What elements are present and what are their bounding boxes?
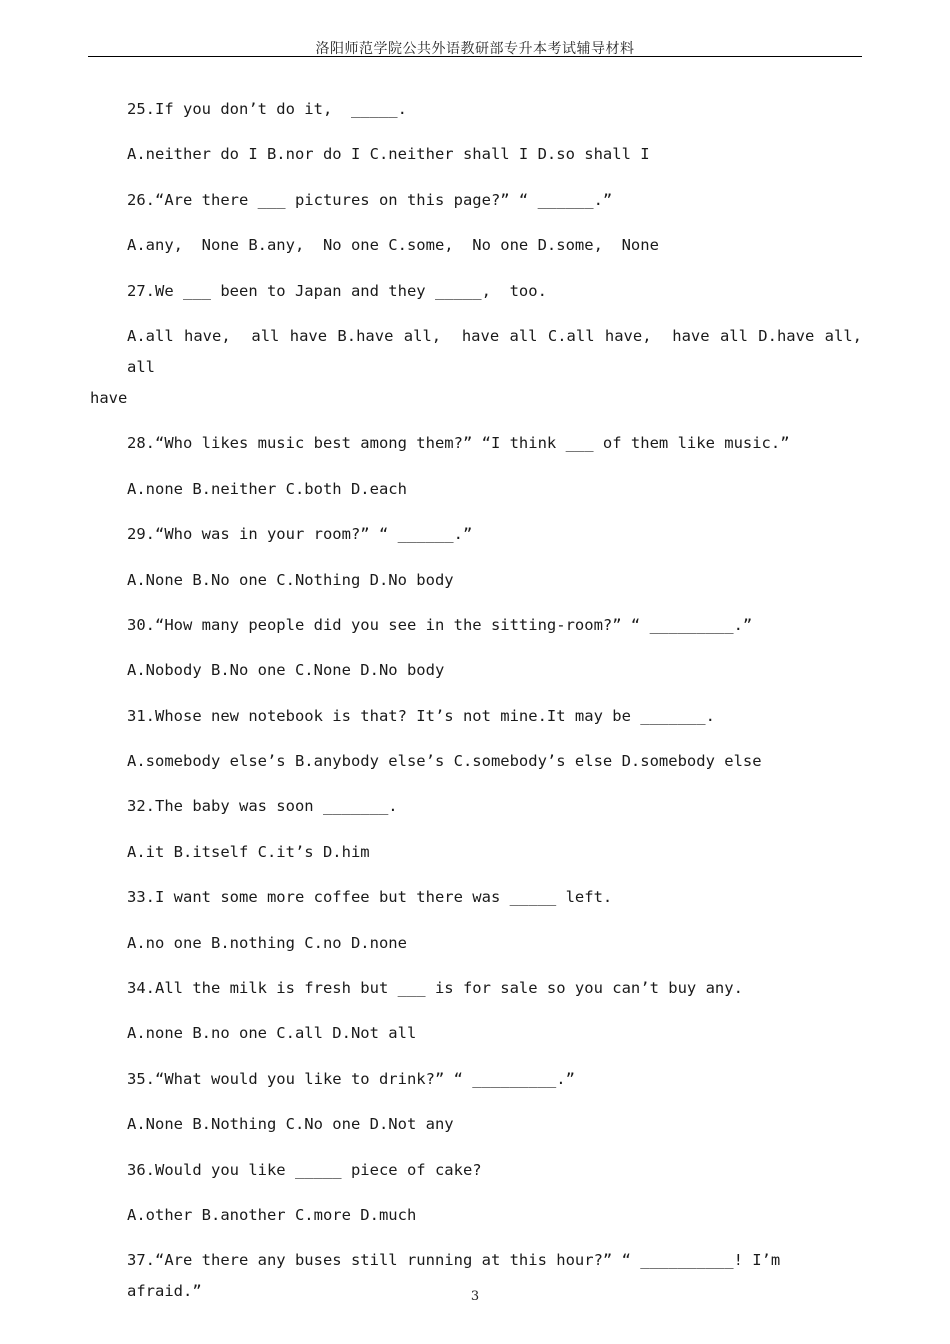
options-27-continued: have (90, 388, 128, 407)
options-26: A.any, None B.any, No one C.some, No one D.some, None (127, 236, 659, 255)
options-33: A.no one B.nothing C.no D.none (127, 933, 407, 952)
options-25: A.neither do I B.nor do I C.neither shall I D.so shall I (127, 145, 650, 164)
options-27: A.all have, all have B.have all, have all C.all have, have all D.have all, all (127, 326, 881, 376)
question-25: 25.If you don’t do it, _____. (127, 100, 407, 118)
question-37: 37.“Are there any buses still running at this hour?” “ __________! I’m afraid.” (127, 1251, 790, 1301)
options-28: A.none B.neither C.both D.each (127, 479, 407, 498)
options-31: A.somebody else’s B.anybody else’s C.somebody’s else D.somebody else (127, 752, 762, 771)
options-29: A.None B.No one C.Nothing D.No body (127, 570, 454, 589)
options-30: A.Nobody B.No one C.None D.No body (127, 661, 445, 680)
question-35: 35.“What would you like to drink?” “ _________.” (127, 1069, 575, 1088)
question-33: 33.I want some more coffee but there was _____ left. (127, 888, 613, 907)
options-36: A.other B.another C.more D.much (127, 1205, 417, 1224)
options-35: A.None B.Nothing C.No one D.Not any (127, 1115, 454, 1134)
question-32: 32.The baby was soon _______. (127, 797, 398, 816)
question-27: 27.We ___ been to Japan and they _____, too. (127, 281, 547, 300)
question-36: 36.Would you like _____ piece of cake? (127, 1160, 482, 1179)
question-30: 30.“How many people did you see in the sitting-room?” “ _________.” (127, 615, 753, 634)
running-header: 洛阳师范学院公共外语教研部专升本考试辅导材料 (315, 41, 635, 57)
page-number: 3 (470, 1289, 480, 1304)
question-list (90, 94, 881, 1322)
options-32: A.it B.itself C.it’s D.him (127, 842, 370, 861)
question-26: 26.“Are there ___ pictures on this page?” “ ______.” (127, 190, 613, 209)
question-31: 31.Whose new notebook is that? It’s not mine.It may be _______. (127, 706, 715, 725)
options-34: A.none B.no one C.all D.Not all (127, 1024, 417, 1043)
question-29: 29.“Who was in your room?” “ ______.” (127, 525, 473, 544)
header-rule (88, 56, 862, 57)
question-28: 28.“Who likes music best among them?” “I think ___ of them like music.” (127, 434, 790, 453)
question-34: 34.All the milk is fresh but ___ is for sale so you can’t buy any. (127, 979, 743, 998)
